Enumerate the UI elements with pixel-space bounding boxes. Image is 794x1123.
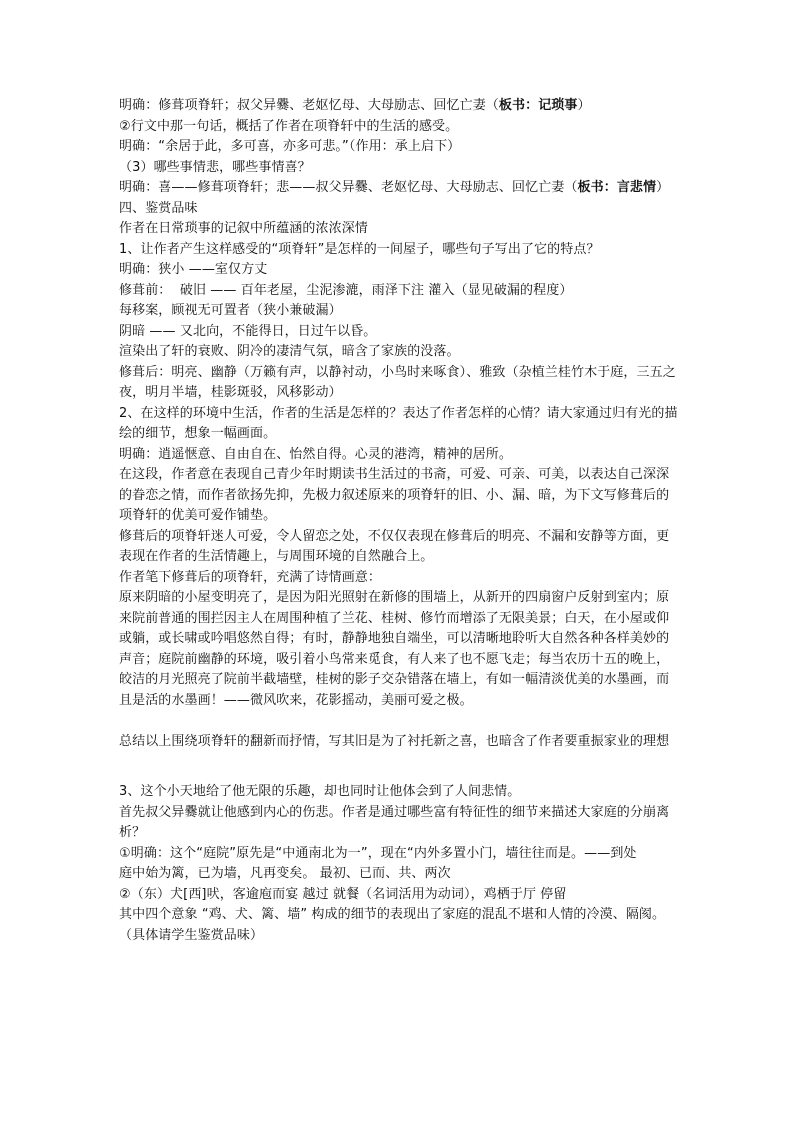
blank-line bbox=[119, 752, 679, 782]
text-paragraph: 每移案，顾视无可置者（狭小兼破漏） bbox=[119, 303, 342, 318]
text-paragraph: 修葺前： 破旧 —— 百年老屋，尘泥渗漉，雨泽下注 灌入（显见破漏的程度） bbox=[119, 282, 573, 298]
text-paragraph: 原来阴暗的小屋变明亮了，是因为阳光照射在新修的围墙上，从新开的四扇窗户反射到室内；原来院前普通的围拦因主人在周围种植了兰花、桂树、修竹而增添了无限美景；白天，在小屋或仰或躺，或长啸或吟唱悠然自得；有时，静静地独自端坐，可以清晰地聆听大自然各种各样美妙的声音；庭院前幽静的环境，吸引着小鸟常来觅食，有人来了也不愿飞走；每当农历十五的晚上，皎洁的月光照亮了院前半截墙壁，桂树的影子交杂错落在墙上，有如一幅清淡优美的水墨画，而且是活的水墨画！——微风吹来，花影摇动，美丽可爱之极。 bbox=[119, 590, 670, 708]
text-paragraph: 庭中始为篱，已为墙，凡再变矣。 最初、已而、共、两次 bbox=[119, 866, 451, 881]
text-paragraph: 2、在这样的环境中生活，作者的生活是怎样的？表达了作者怎样的心情？请大家通过归有光的描绘的细节，想象一幅画面。 bbox=[119, 405, 678, 441]
paragraph-text: 明确：喜——修葺项脊轩；悲——叔父异爨、老妪忆母、大母励志、回忆亡妻（ bbox=[119, 180, 578, 195]
board-note: 板书：言悲情 bbox=[577, 180, 657, 195]
text-paragraph: （3）哪些事情悲，哪些事情喜？ bbox=[119, 159, 311, 175]
text-paragraph bbox=[119, 178, 679, 199]
paragraph-text: ） bbox=[577, 98, 591, 113]
blank-line bbox=[119, 711, 679, 732]
text-paragraph: 3、这个小天地给了他无限的乐趣，却也同时让他体会到了人间悲情。 bbox=[119, 784, 521, 799]
text-paragraph: 1、让作者产生这样感受的“项脊轩”是怎样的一间屋子，哪些句子写出了它的特点？ bbox=[119, 241, 600, 257]
text-paragraph: ①明确：这个“庭院”原先是“中通南北为一”，现在“内外多置小门，墙往往而是。——到处 bbox=[119, 845, 637, 861]
text-paragraph: 阴暗 —— 又北向，不能得日，日过午以昏。 bbox=[119, 323, 377, 339]
text-paragraph: 作者在日常琐事的记叙中所蕴涵的浓浓深情 bbox=[119, 221, 368, 236]
text-paragraph: 四、鉴赏品味 bbox=[119, 200, 198, 216]
text-paragraph: 在这段，作者意在表现自己青少年时期读书生活过的书斋，可爱、可亲、可美，以表达自己深深的眷恋之情，而作者欲扬先抑，先极力叙述原来的项脊轩的旧、小、漏、暗，为下文写修葺后的项脊轩的优美可爱作铺垫。 bbox=[119, 467, 670, 523]
board-note: 板书：记琐事 bbox=[498, 98, 578, 113]
text-paragraph: 总结以上围绕项脊轩的翻新而抒情，写其旧是为了衬托新之喜，也暗含了作者要重振家业的理想 bbox=[119, 733, 670, 749]
text-paragraph: 明确：狭小 ——室仅方丈 bbox=[119, 262, 268, 277]
text-paragraph: 渲染出了轩的衰败、阴冷的凄清气氛，暗含了家族的没落。 bbox=[119, 344, 460, 359]
text-paragraph: 修葺后：明亮、幽静（万籁有声，以静衬动，小鸟时来啄食）、雅致（杂植兰桂竹木于庭，三五之夜，明月半墙，桂影斑驳，风移影动） bbox=[119, 364, 676, 400]
text-paragraph: 首先叔父异爨就让他感到内心的伤悲。作者是通过哪些富有特征性的细节来描述大家庭的分崩离析？ bbox=[119, 804, 670, 840]
text-paragraph: 明确：逍遥惬意、自由自在、怡然自得。心灵的港湾，精神的居所。 bbox=[119, 446, 513, 462]
paragraph-text: ） bbox=[656, 180, 670, 195]
text-paragraph: 明确：“余居于此，多可喜，亦多可悲。”（作用：承上启下） bbox=[119, 139, 461, 154]
text-paragraph: 作者笔下修葺后的项脊轩，充满了诗情画意： bbox=[119, 569, 382, 585]
text-paragraph bbox=[119, 96, 679, 117]
document-body bbox=[119, 96, 679, 946]
text-paragraph: ②（东）犬[西]吠，客逾庖而宴 越过 就餐（名词活用为动词），鸡栖于厅 停留 bbox=[119, 886, 567, 902]
text-paragraph: ②行文中那一句话，概括了作者在项脊轩中的生活的感受。 bbox=[119, 118, 459, 134]
text-paragraph: 修葺后的项脊轩迷人可爱，令人留恋之处，不仅仅表现在修葺后的明亮、不漏和安静等方面，更表现在作者的生活情趣上，与周围环境的自然融合上。 bbox=[119, 528, 670, 564]
paragraph-text: 明确：修葺项脊轩；叔父异爨、老妪忆母、大母励志、回忆亡妻（ bbox=[119, 98, 499, 113]
text-paragraph: 其中四个意象 “鸡、犬、篱、墙” 构成的细节的表现出了家庭的混乱不堪和人情的冷漠、隔阂。（具体请学生鉴赏品味） bbox=[119, 907, 666, 943]
